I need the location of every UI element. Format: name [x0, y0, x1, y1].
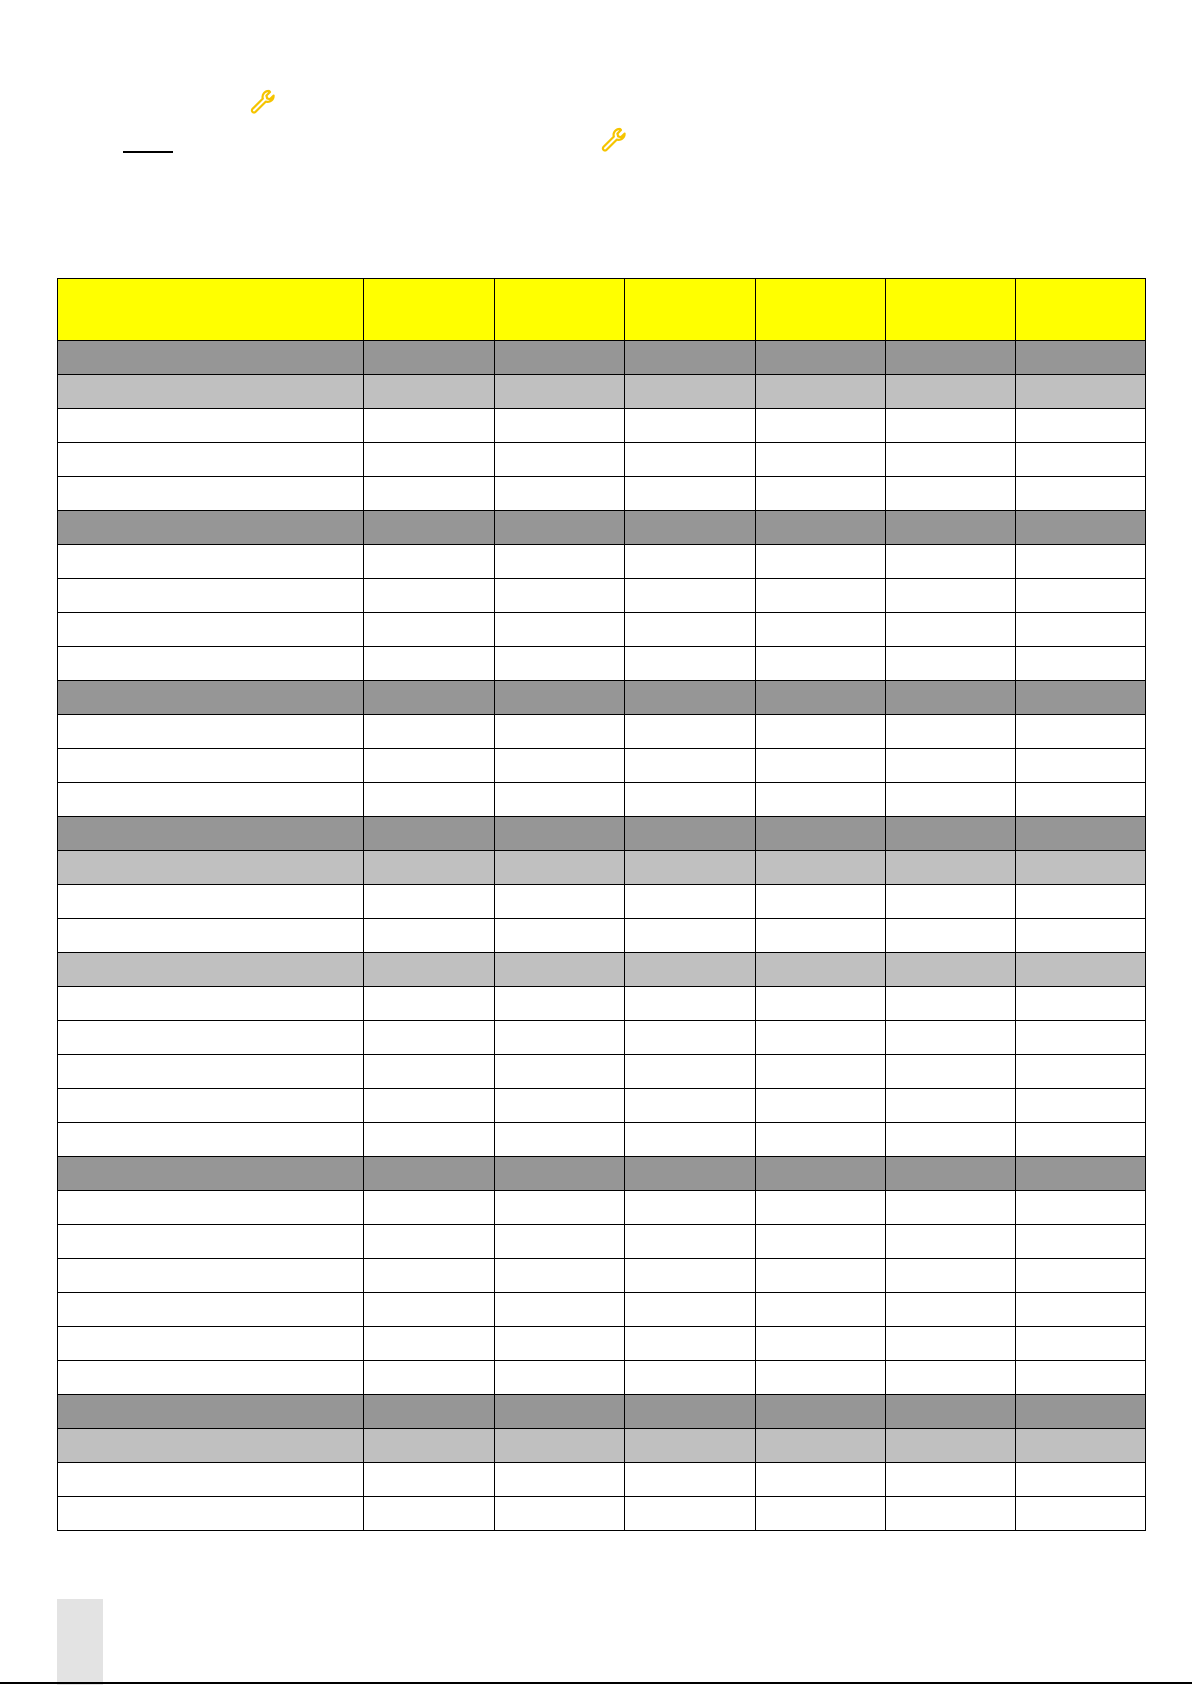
table-cell: [495, 1021, 625, 1055]
table-cell: [1016, 477, 1146, 511]
table-cell: [756, 1395, 886, 1429]
table-cell: [364, 783, 495, 817]
table-cell: [1016, 1463, 1146, 1497]
table-cell: [886, 1259, 1016, 1293]
table-section-row: [58, 817, 1146, 851]
table-cell: [625, 1225, 756, 1259]
table-cell: [495, 279, 625, 341]
table-cell: [58, 1395, 364, 1429]
table-cell: [625, 919, 756, 953]
table-row: [58, 749, 1146, 783]
table-cell: [58, 851, 364, 885]
table-cell: [886, 1395, 1016, 1429]
table-cell: [495, 545, 625, 579]
table-cell: [1016, 1497, 1146, 1531]
table-row: [58, 885, 1146, 919]
table-cell: [756, 545, 886, 579]
table-cell: [364, 1123, 495, 1157]
table-cell: [625, 1055, 756, 1089]
table-cell: [364, 579, 495, 613]
table-cell: [495, 715, 625, 749]
table-cell: [364, 1327, 495, 1361]
table-cell: [1016, 1293, 1146, 1327]
table-cell: [886, 1497, 1016, 1531]
table-cell: [364, 341, 495, 375]
table-cell: [1016, 511, 1146, 545]
table-cell: [58, 1259, 364, 1293]
table-cell: [58, 1123, 364, 1157]
table-cell: [625, 885, 756, 919]
table-cell: [625, 681, 756, 715]
table-cell: [58, 885, 364, 919]
table-cell: [495, 681, 625, 715]
table-cell: [886, 613, 1016, 647]
table-cell: [886, 1123, 1016, 1157]
table-cell: [58, 919, 364, 953]
table-cell: [625, 715, 756, 749]
table-cell: [886, 511, 1016, 545]
table-cell: [58, 545, 364, 579]
table-cell: [1016, 749, 1146, 783]
table-cell: [495, 1225, 625, 1259]
table-cell: [625, 279, 756, 341]
table-cell: [58, 1055, 364, 1089]
table-cell: [364, 409, 495, 443]
table-cell: [364, 851, 495, 885]
table-cell: [58, 647, 364, 681]
table-cell: [364, 953, 495, 987]
table-cell: [495, 1395, 625, 1429]
table-cell: [495, 443, 625, 477]
table-cell: [625, 1123, 756, 1157]
table-cell: [495, 1463, 625, 1497]
table-cell: [756, 613, 886, 647]
table-cell: [364, 1429, 495, 1463]
table-cell: [625, 817, 756, 851]
table-cell: [1016, 1157, 1146, 1191]
table-subsection-row: [58, 953, 1146, 987]
table-cell: [756, 1429, 886, 1463]
table-cell: [625, 341, 756, 375]
table-cell: [1016, 987, 1146, 1021]
table-cell: [364, 511, 495, 545]
table-cell: [756, 783, 886, 817]
table-cell: [756, 1225, 886, 1259]
table-cell: [886, 817, 1016, 851]
table-cell: [58, 1429, 364, 1463]
table-cell: [625, 647, 756, 681]
table-cell: [625, 1259, 756, 1293]
table-cell: [756, 1293, 886, 1327]
table-cell: [886, 1021, 1016, 1055]
table-row: [58, 919, 1146, 953]
table-cell: [756, 375, 886, 409]
table-cell: [495, 613, 625, 647]
table-cell: [756, 279, 886, 341]
table-cell: [495, 783, 625, 817]
table-cell: [364, 375, 495, 409]
table-cell: [756, 1021, 886, 1055]
table-cell: [886, 279, 1016, 341]
table-cell: [625, 1327, 756, 1361]
table-cell: [58, 375, 364, 409]
table-cell: [495, 851, 625, 885]
table-row: [58, 1497, 1146, 1531]
table-row: [58, 1021, 1146, 1055]
table-subsection-row: [58, 1429, 1146, 1463]
table-cell: [756, 1157, 886, 1191]
table-cell: [625, 579, 756, 613]
table-row: [58, 647, 1146, 681]
table-cell: [58, 681, 364, 715]
table-row: [58, 1123, 1146, 1157]
table-cell: [756, 511, 886, 545]
table-subsection-row: [58, 375, 1146, 409]
table-cell: [364, 613, 495, 647]
table-row: [58, 783, 1146, 817]
table-row: [58, 1327, 1146, 1361]
table-cell: [495, 1055, 625, 1089]
table-cell: [364, 715, 495, 749]
table-cell: [756, 851, 886, 885]
table-cell: [495, 647, 625, 681]
table-cell: [58, 749, 364, 783]
table-cell: [495, 885, 625, 919]
table-cell: [58, 1089, 364, 1123]
table-cell: [364, 1463, 495, 1497]
table-cell: [1016, 443, 1146, 477]
table-row: [58, 1055, 1146, 1089]
table-cell: [495, 1429, 625, 1463]
table-cell: [886, 1089, 1016, 1123]
table-cell: [886, 647, 1016, 681]
table-cell: [625, 613, 756, 647]
table-cell: [1016, 715, 1146, 749]
table-row: [58, 545, 1146, 579]
table-cell: [625, 1395, 756, 1429]
table-cell: [625, 987, 756, 1021]
table-cell: [1016, 851, 1146, 885]
table-cell: [495, 375, 625, 409]
table-cell: [364, 647, 495, 681]
table-cell: [58, 817, 364, 851]
table-cell: [1016, 783, 1146, 817]
table-cell: [756, 817, 886, 851]
table-cell: [756, 919, 886, 953]
table-cell: [886, 545, 1016, 579]
table-cell: [495, 1361, 625, 1395]
table-cell: [756, 579, 886, 613]
table-cell: [495, 749, 625, 783]
table-cell: [1016, 1055, 1146, 1089]
table-cell: [364, 1157, 495, 1191]
table-cell: [364, 279, 495, 341]
table-cell: [58, 1021, 364, 1055]
table-cell: [625, 545, 756, 579]
table-cell: [364, 1055, 495, 1089]
table-cell: [58, 987, 364, 1021]
table-cell: [495, 953, 625, 987]
wrench-icon: [249, 88, 277, 116]
table-cell: [364, 1497, 495, 1531]
table-cell: [625, 1361, 756, 1395]
table-cell: [1016, 1395, 1146, 1429]
table-cell: [625, 1293, 756, 1327]
table-cell: [58, 477, 364, 511]
table-cell: [1016, 1429, 1146, 1463]
table-cell: [364, 919, 495, 953]
table-cell: [886, 851, 1016, 885]
table-cell: [1016, 409, 1146, 443]
table-cell: [1016, 1089, 1146, 1123]
table-cell: [886, 1191, 1016, 1225]
table-cell: [1016, 919, 1146, 953]
table-row: [58, 1463, 1146, 1497]
table-row: [58, 443, 1146, 477]
table-cell: [364, 1361, 495, 1395]
table-cell: [886, 477, 1016, 511]
table-cell: [886, 885, 1016, 919]
table-cell: [58, 511, 364, 545]
table-header-row: [58, 279, 1146, 341]
table-row: [58, 409, 1146, 443]
table-cell: [625, 783, 756, 817]
table-row: [58, 1191, 1146, 1225]
table-cell: [58, 1361, 364, 1395]
table-cell: [625, 953, 756, 987]
table-cell: [756, 1327, 886, 1361]
table-cell: [495, 1259, 625, 1293]
table-cell: [364, 1225, 495, 1259]
table-cell: [886, 443, 1016, 477]
table-cell: [1016, 1361, 1146, 1395]
table-cell: [886, 783, 1016, 817]
table-row: [58, 1089, 1146, 1123]
table-cell: [886, 375, 1016, 409]
table-cell: [886, 1361, 1016, 1395]
table-cell: [756, 885, 886, 919]
table-cell: [58, 1157, 364, 1191]
table-cell: [495, 1293, 625, 1327]
table-cell: [1016, 545, 1146, 579]
table-cell: [886, 1293, 1016, 1327]
table-cell: [58, 783, 364, 817]
table-cell: [756, 1191, 886, 1225]
table-section-row: [58, 681, 1146, 715]
table-cell: [1016, 681, 1146, 715]
table-cell: [58, 1463, 364, 1497]
table-cell: [886, 681, 1016, 715]
table-cell: [1016, 1123, 1146, 1157]
table-subsection-row: [58, 851, 1146, 885]
table-cell: [364, 443, 495, 477]
table-cell: [495, 511, 625, 545]
table-cell: [58, 953, 364, 987]
table-cell: [58, 1293, 364, 1327]
table-cell: [364, 681, 495, 715]
table-cell: [495, 477, 625, 511]
table-cell: [756, 1089, 886, 1123]
table-cell: [495, 1327, 625, 1361]
table-row: [58, 715, 1146, 749]
table-cell: [58, 1497, 364, 1531]
table-cell: [625, 443, 756, 477]
table-cell: [756, 1497, 886, 1531]
table-row: [58, 477, 1146, 511]
table-cell: [886, 749, 1016, 783]
wrench-icon: [600, 126, 628, 154]
table-cell: [1016, 341, 1146, 375]
bottom-rule: [0, 1682, 1192, 1684]
table-cell: [1016, 1259, 1146, 1293]
table-cell: [58, 409, 364, 443]
table-cell: [886, 1055, 1016, 1089]
table-row: [58, 1361, 1146, 1395]
table-cell: [364, 1395, 495, 1429]
table-cell: [364, 1191, 495, 1225]
table-cell: [625, 477, 756, 511]
table-cell: [756, 1259, 886, 1293]
table-cell: [756, 953, 886, 987]
page-tab: [57, 1599, 103, 1685]
table-cell: [756, 1463, 886, 1497]
table-cell: [886, 953, 1016, 987]
table-cell: [495, 409, 625, 443]
table-cell: [1016, 613, 1146, 647]
table-cell: [886, 1157, 1016, 1191]
table-cell: [495, 579, 625, 613]
table-cell: [1016, 279, 1146, 341]
table-cell: [756, 647, 886, 681]
table-cell: [58, 1327, 364, 1361]
table-cell: [364, 1089, 495, 1123]
table-cell: [625, 749, 756, 783]
table-cell: [756, 681, 886, 715]
table-cell: [886, 341, 1016, 375]
table-cell: [58, 613, 364, 647]
table-cell: [1016, 579, 1146, 613]
table-cell: [756, 443, 886, 477]
table-cell: [495, 919, 625, 953]
table-cell: [58, 341, 364, 375]
table-cell: [1016, 1021, 1146, 1055]
table-cell: [756, 341, 886, 375]
table-cell: [886, 1327, 1016, 1361]
table-cell: [1016, 1225, 1146, 1259]
table-row: [58, 613, 1146, 647]
table-cell: [58, 1225, 364, 1259]
table-cell: [495, 817, 625, 851]
table-cell: [886, 919, 1016, 953]
table-cell: [625, 375, 756, 409]
table-cell: [756, 1055, 886, 1089]
table-cell: [625, 851, 756, 885]
table-row: [58, 1293, 1146, 1327]
table-cell: [495, 1497, 625, 1531]
table-cell: [625, 1191, 756, 1225]
table-cell: [495, 1157, 625, 1191]
table-cell: [58, 279, 364, 341]
table-section-row: [58, 341, 1146, 375]
table-cell: [625, 1021, 756, 1055]
table-section-row: [58, 511, 1146, 545]
table-cell: [364, 1293, 495, 1327]
table-cell: [625, 1497, 756, 1531]
table-cell: [625, 1463, 756, 1497]
table-row: [58, 579, 1146, 613]
table-row: [58, 1225, 1146, 1259]
table-cell: [756, 987, 886, 1021]
table-cell: [886, 579, 1016, 613]
table-cell: [1016, 885, 1146, 919]
table-cell: [1016, 1191, 1146, 1225]
table-cell: [625, 511, 756, 545]
table-cell: [58, 1191, 364, 1225]
table-cell: [625, 409, 756, 443]
table-cell: [495, 987, 625, 1021]
table-section-row: [58, 1157, 1146, 1191]
table-cell: [756, 715, 886, 749]
table-cell: [364, 749, 495, 783]
table-cell: [495, 1191, 625, 1225]
table-cell: [886, 715, 1016, 749]
table-cell: [495, 341, 625, 375]
table-cell: [756, 1123, 886, 1157]
table-cell: [1016, 375, 1146, 409]
table-cell: [625, 1089, 756, 1123]
table-cell: [364, 885, 495, 919]
table-row: [58, 987, 1146, 1021]
data-table: [57, 278, 1146, 1531]
table-cell: [58, 579, 364, 613]
table-cell: [886, 1463, 1016, 1497]
table-cell: [756, 477, 886, 511]
table-cell: [886, 1225, 1016, 1259]
table-cell: [495, 1123, 625, 1157]
table-cell: [364, 477, 495, 511]
table-cell: [625, 1429, 756, 1463]
table-cell: [364, 1259, 495, 1293]
table-cell: [364, 1021, 495, 1055]
table-cell: [58, 715, 364, 749]
table-cell: [756, 409, 886, 443]
table-cell: [364, 817, 495, 851]
table-cell: [886, 409, 1016, 443]
table-row: [58, 1259, 1146, 1293]
table-cell: [1016, 647, 1146, 681]
table-cell: [886, 987, 1016, 1021]
table-cell: [756, 1361, 886, 1395]
table-cell: [495, 1089, 625, 1123]
table-cell: [886, 1429, 1016, 1463]
table-cell: [364, 545, 495, 579]
table-cell: [58, 443, 364, 477]
table-cell: [1016, 817, 1146, 851]
table-cell: [625, 1157, 756, 1191]
table-cell: [1016, 953, 1146, 987]
table-cell: [1016, 1327, 1146, 1361]
table-cell: [756, 749, 886, 783]
table-cell: [364, 987, 495, 1021]
table-section-row: [58, 1395, 1146, 1429]
underline-mark: [123, 151, 173, 153]
